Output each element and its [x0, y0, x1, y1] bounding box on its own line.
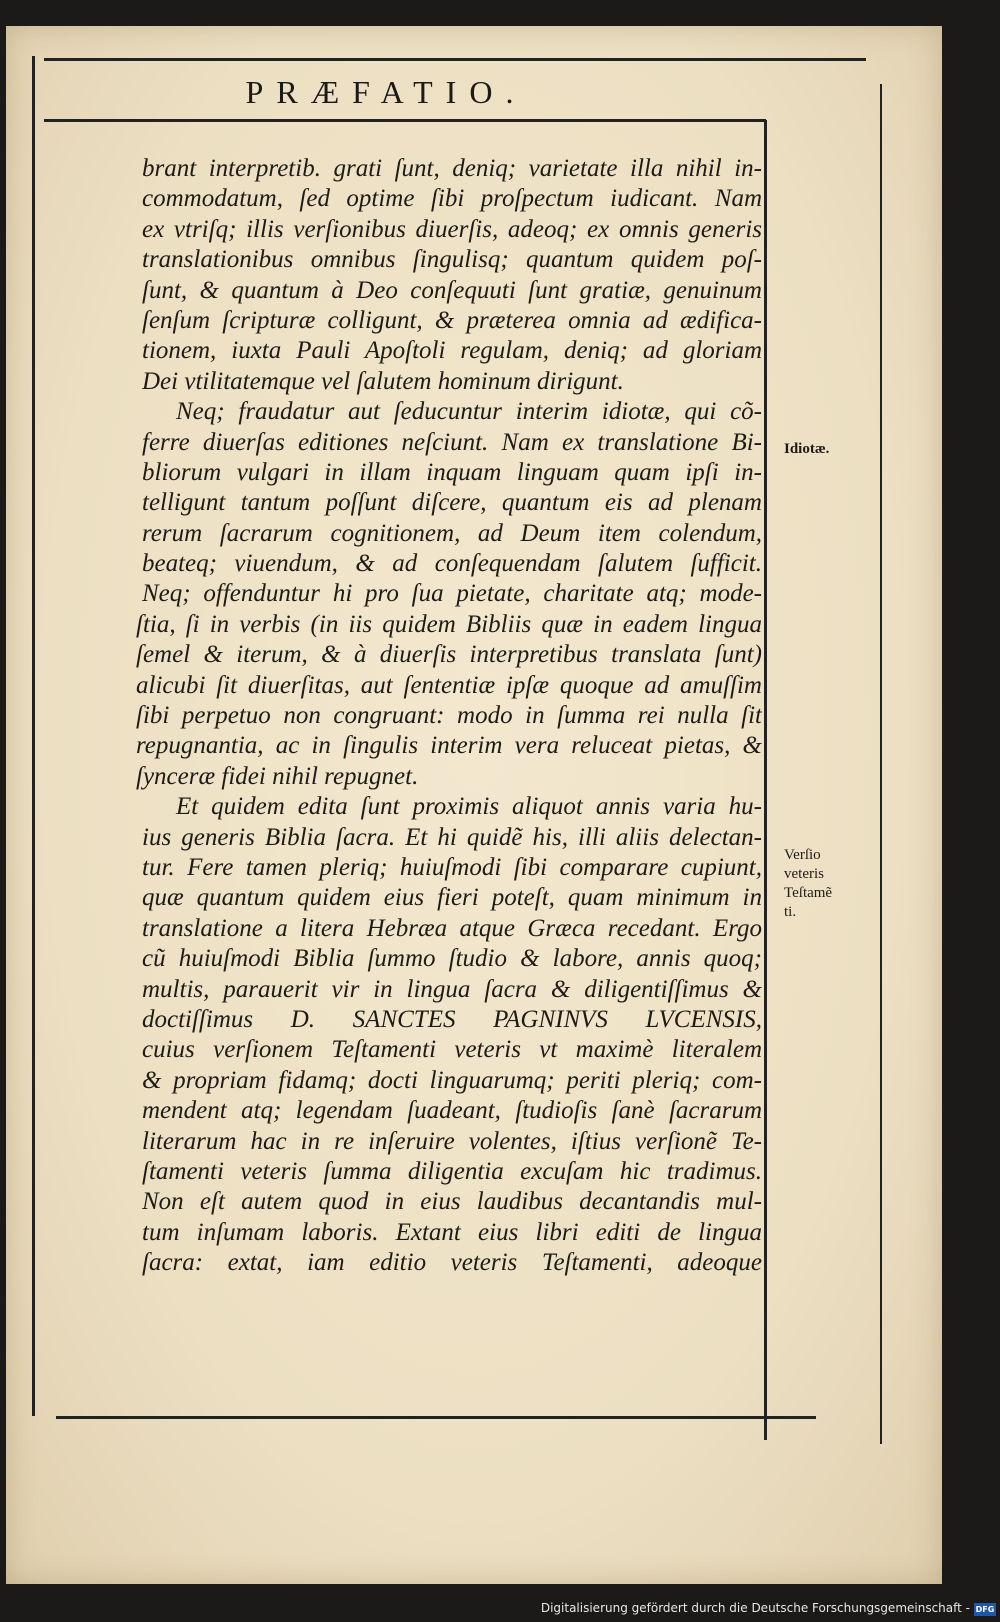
book-page — [6, 26, 942, 1584]
text-column-rule — [764, 120, 767, 1440]
margin-note-versio — [784, 846, 832, 922]
bottom-rule — [56, 1416, 816, 1419]
text-line: Neq; offenduntur hi pro ſua pietate, charitate atq; mode- — [142, 580, 762, 608]
text-line: ius generis Biblia ſacra. Et hi quidẽ his, illi aliis delectan- — [142, 823, 762, 851]
text-line: rerum ſacrarum cognitionem, ad Deum item colendum, — [142, 519, 762, 547]
text-line: ſibi perpetuo non congruant: modo in ſumma rei nulla ſit — [136, 702, 762, 730]
text-line: Non eſt autem quod in eius laudibus decantandis mul- — [142, 1188, 762, 1216]
text-line: doctiſſimus D. SANCTES PAGNINVS LVCENSIS, — [142, 1005, 762, 1033]
footer-credit: Digitalisierung gefördert durch die Deutsche Forschungsgemeinschaft - — [540, 1601, 970, 1615]
text-line: ſtia, ſi in verbis (in iis quidem Bibliis quæ in eadem lingua — [136, 610, 762, 638]
header-rule — [44, 119, 766, 122]
text-line: tionem, iuxta Pauli Apoſtoli regulam, deniq; ad gloriam — [142, 337, 762, 365]
text-line: multis, parauerit vir in lingua ſacra & diligentiſſimus & — [142, 975, 762, 1003]
text-line: Et quidem edita ſunt proximis aliquot annis varia hu- — [176, 793, 762, 821]
text-line: beateq; viuendum, & ad conſequendam ſalutem ſufficit. — [142, 550, 762, 578]
text-line: ſynceræ fidei nihil repugnet. — [136, 762, 419, 790]
text-line: translationibus omnibus ſingulisq; quantum quidem poſ- — [142, 246, 762, 274]
text-line: cuius verſionem Teſtamenti veteris vt maximè literalem — [142, 1036, 762, 1064]
text-line: ex vtriſq; illis verſionibus diuerſis, adeoq; ex omnis generis — [142, 215, 762, 243]
left-frame-rule — [32, 56, 35, 1416]
text-line: ſtamenti veteris ſumma diligentia excuſam hic tradimus. — [142, 1157, 762, 1185]
text-line: literarum hac in re inſeruire volentes, iſtius verſionẽ Te- — [142, 1127, 762, 1155]
text-line: ſunt, & quantum à Deo conſequuti ſunt gratiæ, genuinum — [142, 276, 762, 304]
text-line: telligunt tantum poſſunt diſcere, quantum eis ad plenam — [142, 489, 762, 517]
text-line: bliorum vulgari in illam inquam linguam quam ipſi in- — [142, 458, 762, 486]
running-head: PRÆFATIO. — [245, 74, 527, 110]
text-line: ſenſum ſcripturæ colligunt, & præterea omnia ad ædifica- — [142, 306, 762, 334]
text-line: cũ huiuſmodi Biblia ſummo ſtudio & labore, annis quoq; — [142, 945, 762, 973]
body-text — [136, 154, 762, 1278]
text-line: Dei vtilitatemque vel ſalutem hominum dirigunt. — [142, 367, 624, 395]
text-line: tum inſumam laboris. Extant eius libri editi de lingua — [142, 1218, 762, 1246]
top-rule — [44, 58, 866, 61]
text-line: repugnantia, ac in ſingulis interim vera reluceat pietas, & — [136, 732, 762, 760]
text-line: ferre diuerſas editiones neſciunt. Nam ex translatione Bi- — [142, 428, 762, 456]
text-line: brant interpretib. grati ſunt, deniq; varietate illa nihil in- — [142, 155, 762, 182]
text-line: quæ quantum quidem eius fieri poteſt, quam minimum in — [142, 884, 762, 912]
text-line: commodatum, ſed optime ſibi proſpectum iudicant. Nam — [142, 185, 762, 213]
text-line: ſemel & iterum, & à diuerſis interpretibus translata ſunt) — [136, 641, 762, 669]
margin-note-line: Verſio — [784, 847, 821, 863]
outer-frame-rule — [880, 84, 882, 1444]
text-line: ſacra: extat, iam editio veteris Teſtamenti, adeoque — [142, 1249, 762, 1277]
text-line: translatione a litera Hebræa atque Græca recedant. Ergo — [142, 914, 762, 942]
text-line: mendent atq; legendam ſuadeant, ſtudioſis ſanè ſacrarum — [142, 1097, 762, 1125]
margin-note-idiotae — [784, 440, 829, 459]
text-line: tur. Fere tamen pleriq; huiuſmodi ſibi comparare cupiunt, — [142, 853, 762, 881]
margin-note-line: veteris — [784, 866, 824, 882]
footer-bar — [0, 1598, 1000, 1622]
text-line: Neq; fraudatur aut ſeducuntur interim idiotæ, qui cõ- — [176, 398, 762, 426]
margin-note-line: ti. — [784, 904, 797, 920]
text-line: & propriam fidamq; docti linguarumq; periti pleriq; com- — [142, 1066, 762, 1094]
margin-note-line: Idiotæ. — [784, 441, 830, 457]
text-line: alicubi ſit diuerſitas, aut ſententiæ ipſæ quoque ad amuſſim — [136, 671, 762, 699]
dfg-logo: DFG — [975, 1605, 995, 1614]
margin-note-line: Teſtamẽ — [784, 885, 833, 901]
